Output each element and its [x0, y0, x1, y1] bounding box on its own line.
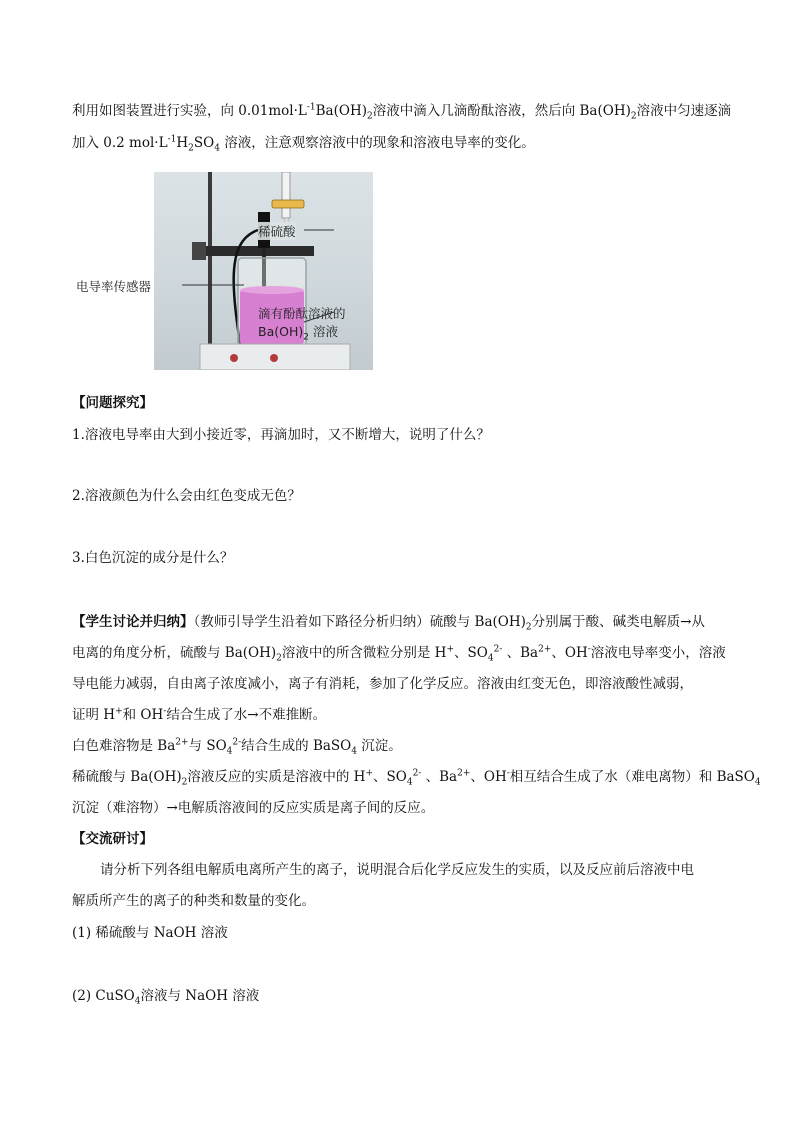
- exchange-paragraph-line-1: 请分析下列各组电解质电离所产生的离子，说明混合后化学反应发生的实质，以及反应前后溶液中电: [100, 862, 694, 878]
- exchange-item-2: (2) CuSO$_4$溶液与 NaOH 溶液: [72, 988, 260, 1007]
- discussion-line-3: 导电能力减弱，自由离子浓度减小，离子有消耗，参加了化学反应。溶液由红变无色，即溶液酸性减弱，: [72, 676, 693, 692]
- intro-line-2: 加入 0.2 $mol\cdot L^{-1}H_2SO_4$ 溶液，注意观察溶液中的现象和溶液电导率的变化。: [72, 134, 535, 154]
- discussion-line-2: 电离的角度分析，硫酸与 $Ba(OH)_2$溶液中的所含微粒分别是 H+、$SO_4^{2-}$ 、$Ba^{2+}$、OH-溶液电导率变小，溶液: [72, 644, 726, 664]
- intro-line-1: 利用如图装置进行实验，向 $0.01mol\cdot L^{-1}Ba(OH)_2$溶液中滴入几滴酚酞溶液，然后向 $Ba(OH)_2$溶液中匀速逐滴: [72, 102, 732, 122]
- experiment-figure: [76, 172, 386, 370]
- exchange-paragraph-line-2: 解质所产生的离子的种类和数量的变化。: [72, 893, 315, 909]
- sensor-leader-line: [76, 172, 386, 370]
- label-solution-line-1: 滴有酚酞溶液的: [258, 306, 346, 321]
- discussion-line-6: 稀硫酸与 $Ba(OH)_2$溶液反应的实质是溶液中的 H+、$SO_4^{2-}$ 、$Ba^{2+}$、OH-相互结合生成了水（难电离物）和 BaSO$_4$: [72, 768, 761, 788]
- label-solution-line-2: $Ba(OH)_2$ 溶液: [258, 324, 338, 343]
- discussion-line-1: 【学生讨论并归纳】（教师引导学生沿着如下路径分析归纳）硫酸与 $Ba(OH)_2$分别属于酸、碱类电解质→从: [72, 614, 705, 633]
- exchange-item-1: (1) 稀硫酸与 NaOH 溶液: [72, 925, 228, 941]
- discussion-line-7: 沉淀（难溶物）→电解质溶液间的反应实质是离子间的反应。: [72, 800, 435, 816]
- discussion-line-4: 证明 H+和 OH-结合生成了水→不难推断。: [72, 706, 327, 723]
- question-1: 1.溶液电导率由大到小接近零，再滴加时，又不断增大，说明了什么？: [72, 427, 490, 443]
- label-dilute-sulfuric-acid: 稀硫酸: [258, 224, 296, 239]
- question-3: 3.白色沉淀的成分是什么？: [72, 550, 234, 566]
- question-2: 2.溶液颜色为什么会由红色变成无色？: [72, 488, 301, 504]
- label-conductivity-sensor: 电导率传感器: [76, 279, 152, 294]
- questions-heading: 【问题探究】: [72, 395, 153, 411]
- exchange-heading: 【交流研讨】: [72, 831, 153, 847]
- discussion-line-5: 白色难溶物是 $Ba^{2+}$与 $SO_4^{2-}$结合生成的 BaSO$_4$ 沉淀。: [72, 737, 402, 757]
